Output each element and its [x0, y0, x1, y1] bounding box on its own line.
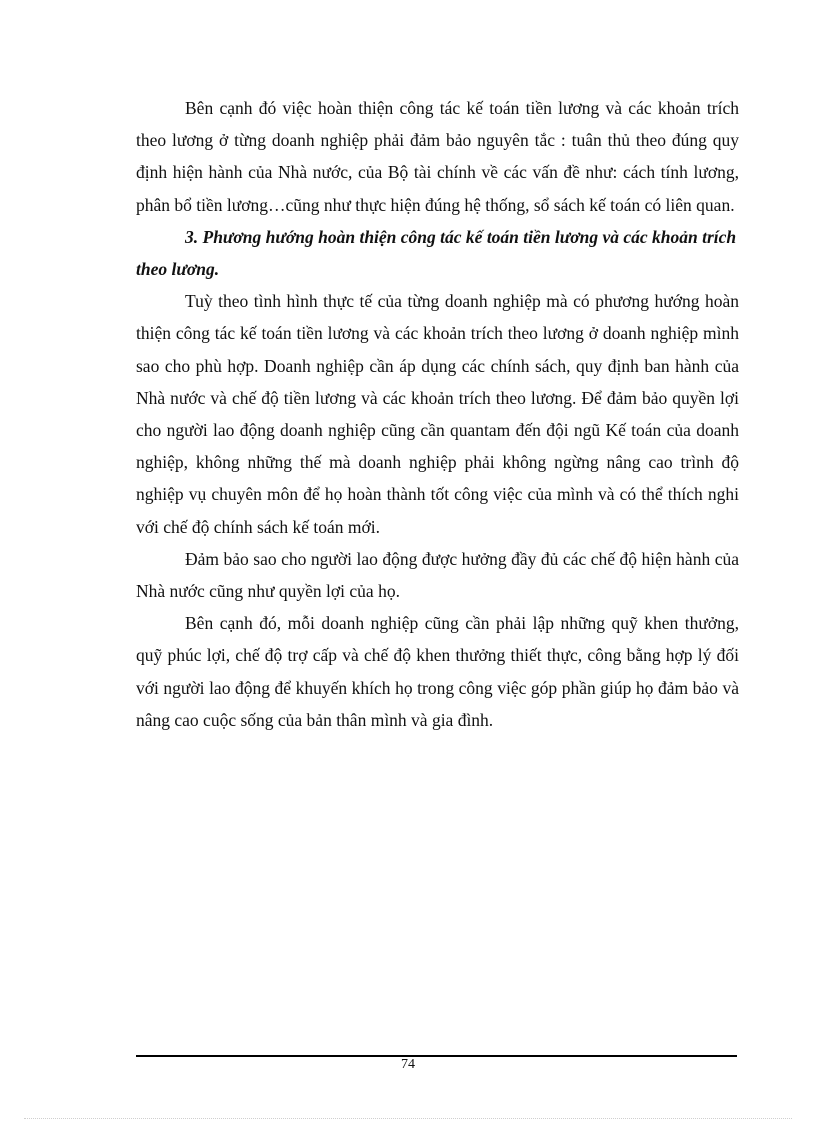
section-heading: 3. Phương hướng hoàn thiện công tác kế toán tiền lương và các khoản trích theo lương.: [136, 226, 737, 280]
page-body: [136, 92, 739, 736]
paragraph-funds: Bên cạnh đó, mỗi doanh nghiệp cũng cần phải lập những quỹ khen thưởng, quỹ phúc lợi, chế độ trợ cấp và chế độ khen thưởng thiết thực, công bằng hợp lý đối với người lao động để khuyến khích họ trong công việc góp phần giúp họ đảm bảo và nâng cao cuộc sống của bản thân mình và gia đình.: [136, 613, 739, 730]
page-bottom-edge: [24, 1118, 792, 1119]
paragraph-direction: Tuỳ theo tình hình thực tế của từng doanh nghiệp mà có phương hướng hoàn thiện công tác kế toán tiền lương và các khoản trích theo lương ở doanh nghiệp mình sao cho phù hợp. Doanh nghiệp cần áp dụng các chính sách, quy định ban hành của Nhà nước và chế độ tiền lương và các khoản trích theo lương. Để đảm bảo quyền lợi cho người lao động doanh nghiệp cũng cần quantam đến đội ngũ Kế toán của doanh nghiệp, không những thế mà doanh nghiệp phải không ngừng nâng cao trình độ nghiệp vụ chuyên môn để họ hoàn thành tốt công việc của mình và có thể thích nghi với chế độ chính sách kế toán mới.: [136, 291, 739, 537]
paragraph-benefits: Đảm bảo sao cho người lao động được hưởng đầy đủ các chế độ hiện hành của Nhà nước cũng như quyền lợi của họ.: [136, 548, 739, 602]
page-number: 74: [401, 1057, 415, 1072]
paragraph-intro: Bên cạnh đó việc hoàn thiện công tác kế toán tiền lương và các khoản trích theo lương ở từng doanh nghiệp phải đảm bảo nguyên tắc : tuân thủ theo đúng quy định hiện hành của Nhà nước, của Bộ tài chính về các vấn đề như: cách tính lương, phân bổ tiền lương…cũng như thực hiện đúng hệ thống, sổ sách kế toán có liên quan.: [136, 98, 739, 215]
